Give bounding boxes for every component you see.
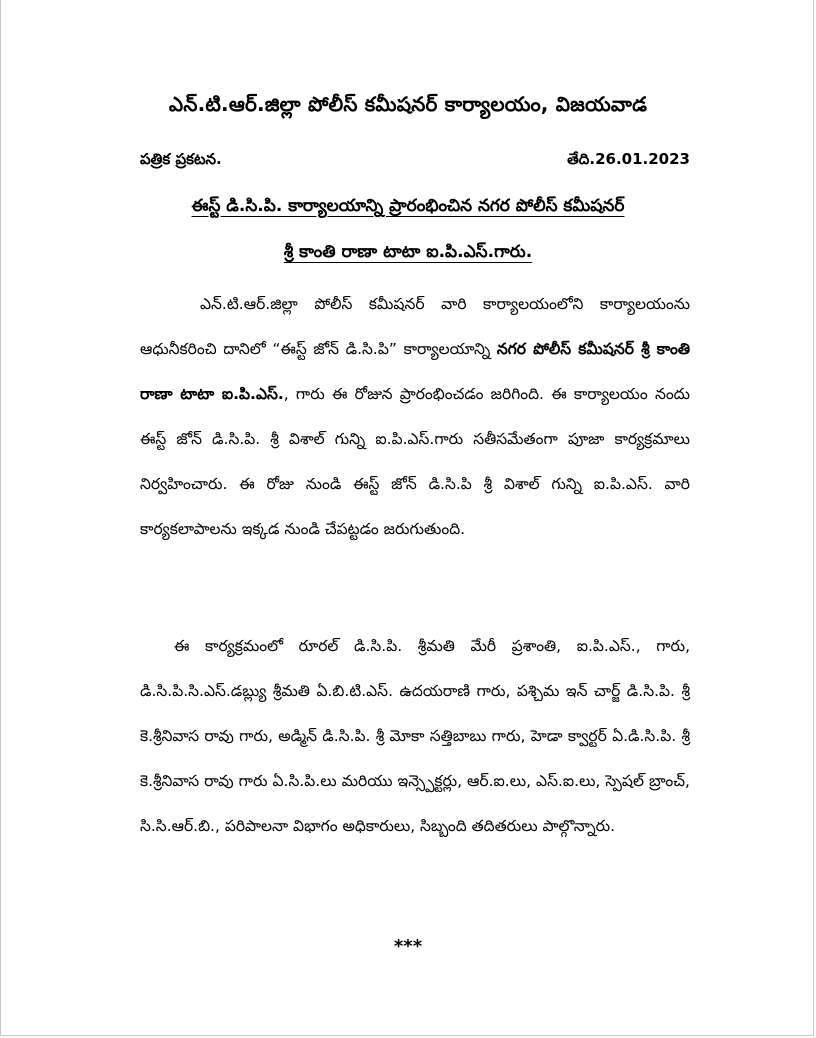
paragraph-1-text-start: ఎన్.టి.ఆర్.జిల్లా పోలీస్ కమీషనర్ వారి కార్యాలయంలోని కార్యాలయంను ఆధునీకరించి దానిలో “ఈస్ట్ జోన్ డి.సి.పి” కార్యాలయాన్ని xyxy=(140,295,690,358)
body-paragraph-1 xyxy=(140,282,690,552)
subtitle-line-2: శ్రీ కాంతి రాణా టాటా ఐ.పి.ఎస్.గారు. xyxy=(283,242,533,262)
commissioner-name-bold: నగర పోలీస్ కమీషనర్ శ్రీ కాంతి రాణా టాటా ఐ.పి.ఎస్. xyxy=(140,340,690,403)
release-date: తేది.26.01.2023 xyxy=(567,150,690,168)
paragraph-1-text-end: , గారు ఈ రోజున ప్రారంభించడం జరిగింది. ఈ కార్యాలయం నందు ఈస్ట్ జోన్ డి.సి.పి. శ్రీ విశాల్ గున్ని ఐ.పి.ఎస్.గారు సతీసమేతంగా పూజా కార్యక్రమాలు నిర్వహించారు. ఈ రోజు నుండి ఈస్ట్ జోన్ డి.సి.పి శ్రీ విశాల్ గున్ని ఐ.పి.ఎస్. వారి కార్యకలాపాలను ఇక్కడ నుండి చేపట్టడం జరుగుతుంది. xyxy=(140,385,690,538)
document-heading: ఎన్.టి.ఆర్.జిల్లా పోలీస్ కమీషనర్ కార్యాలయం, విజయవాడ xyxy=(168,92,648,116)
press-release-label: పత్రిక ప్రకటన. xyxy=(140,150,222,168)
subtitle-line-1: ఈస్ట్ డి.సి.పి. కార్యాలయాన్ని ప్రారంభించిన నగర పోలీస్ కమీషనర్ xyxy=(191,196,625,216)
body-paragraph-2: ఈ కార్యక్రమంలో రూరల్ డి.సి.పి. శ్రీమతి మేరీ ప్రశాంతి, ఐ.పి.ఎస్., గారు, డి.సి.పి.సి.ఎస్.డబ్ల్యు శ్రీమతి ఏ.బి.టి.ఎస్. ఉదయరాణి గారు, పశ్చిమ ఇన్ చార్జ్ డి.సి.పి. శ్రీ కె.శ్రీనివాస రావు గారు, అడ్మిన్ డి.సి.పి. శ్రీ మోకా సత్తిబాబు గారు, హెడా క్వార్టర్ ఏ.డి.సి.పి. శ్రీ కె.శ్రీనివాస రావు గారు ఏ.సి.పి.లు మరియు ఇన్స్పెక్టర్లు, ఆర్.ఐ.లు, ఎస్.ఐ.లు, స్పెషల్ బ్రాంచ్, సి.సి.ఆర్.బి., పరిపాలనా విభాగం అధికారులు, సిబ్బంది తదితరులు పాల్గొన్నారు. xyxy=(140,637,690,835)
end-mark: *** xyxy=(393,936,423,957)
